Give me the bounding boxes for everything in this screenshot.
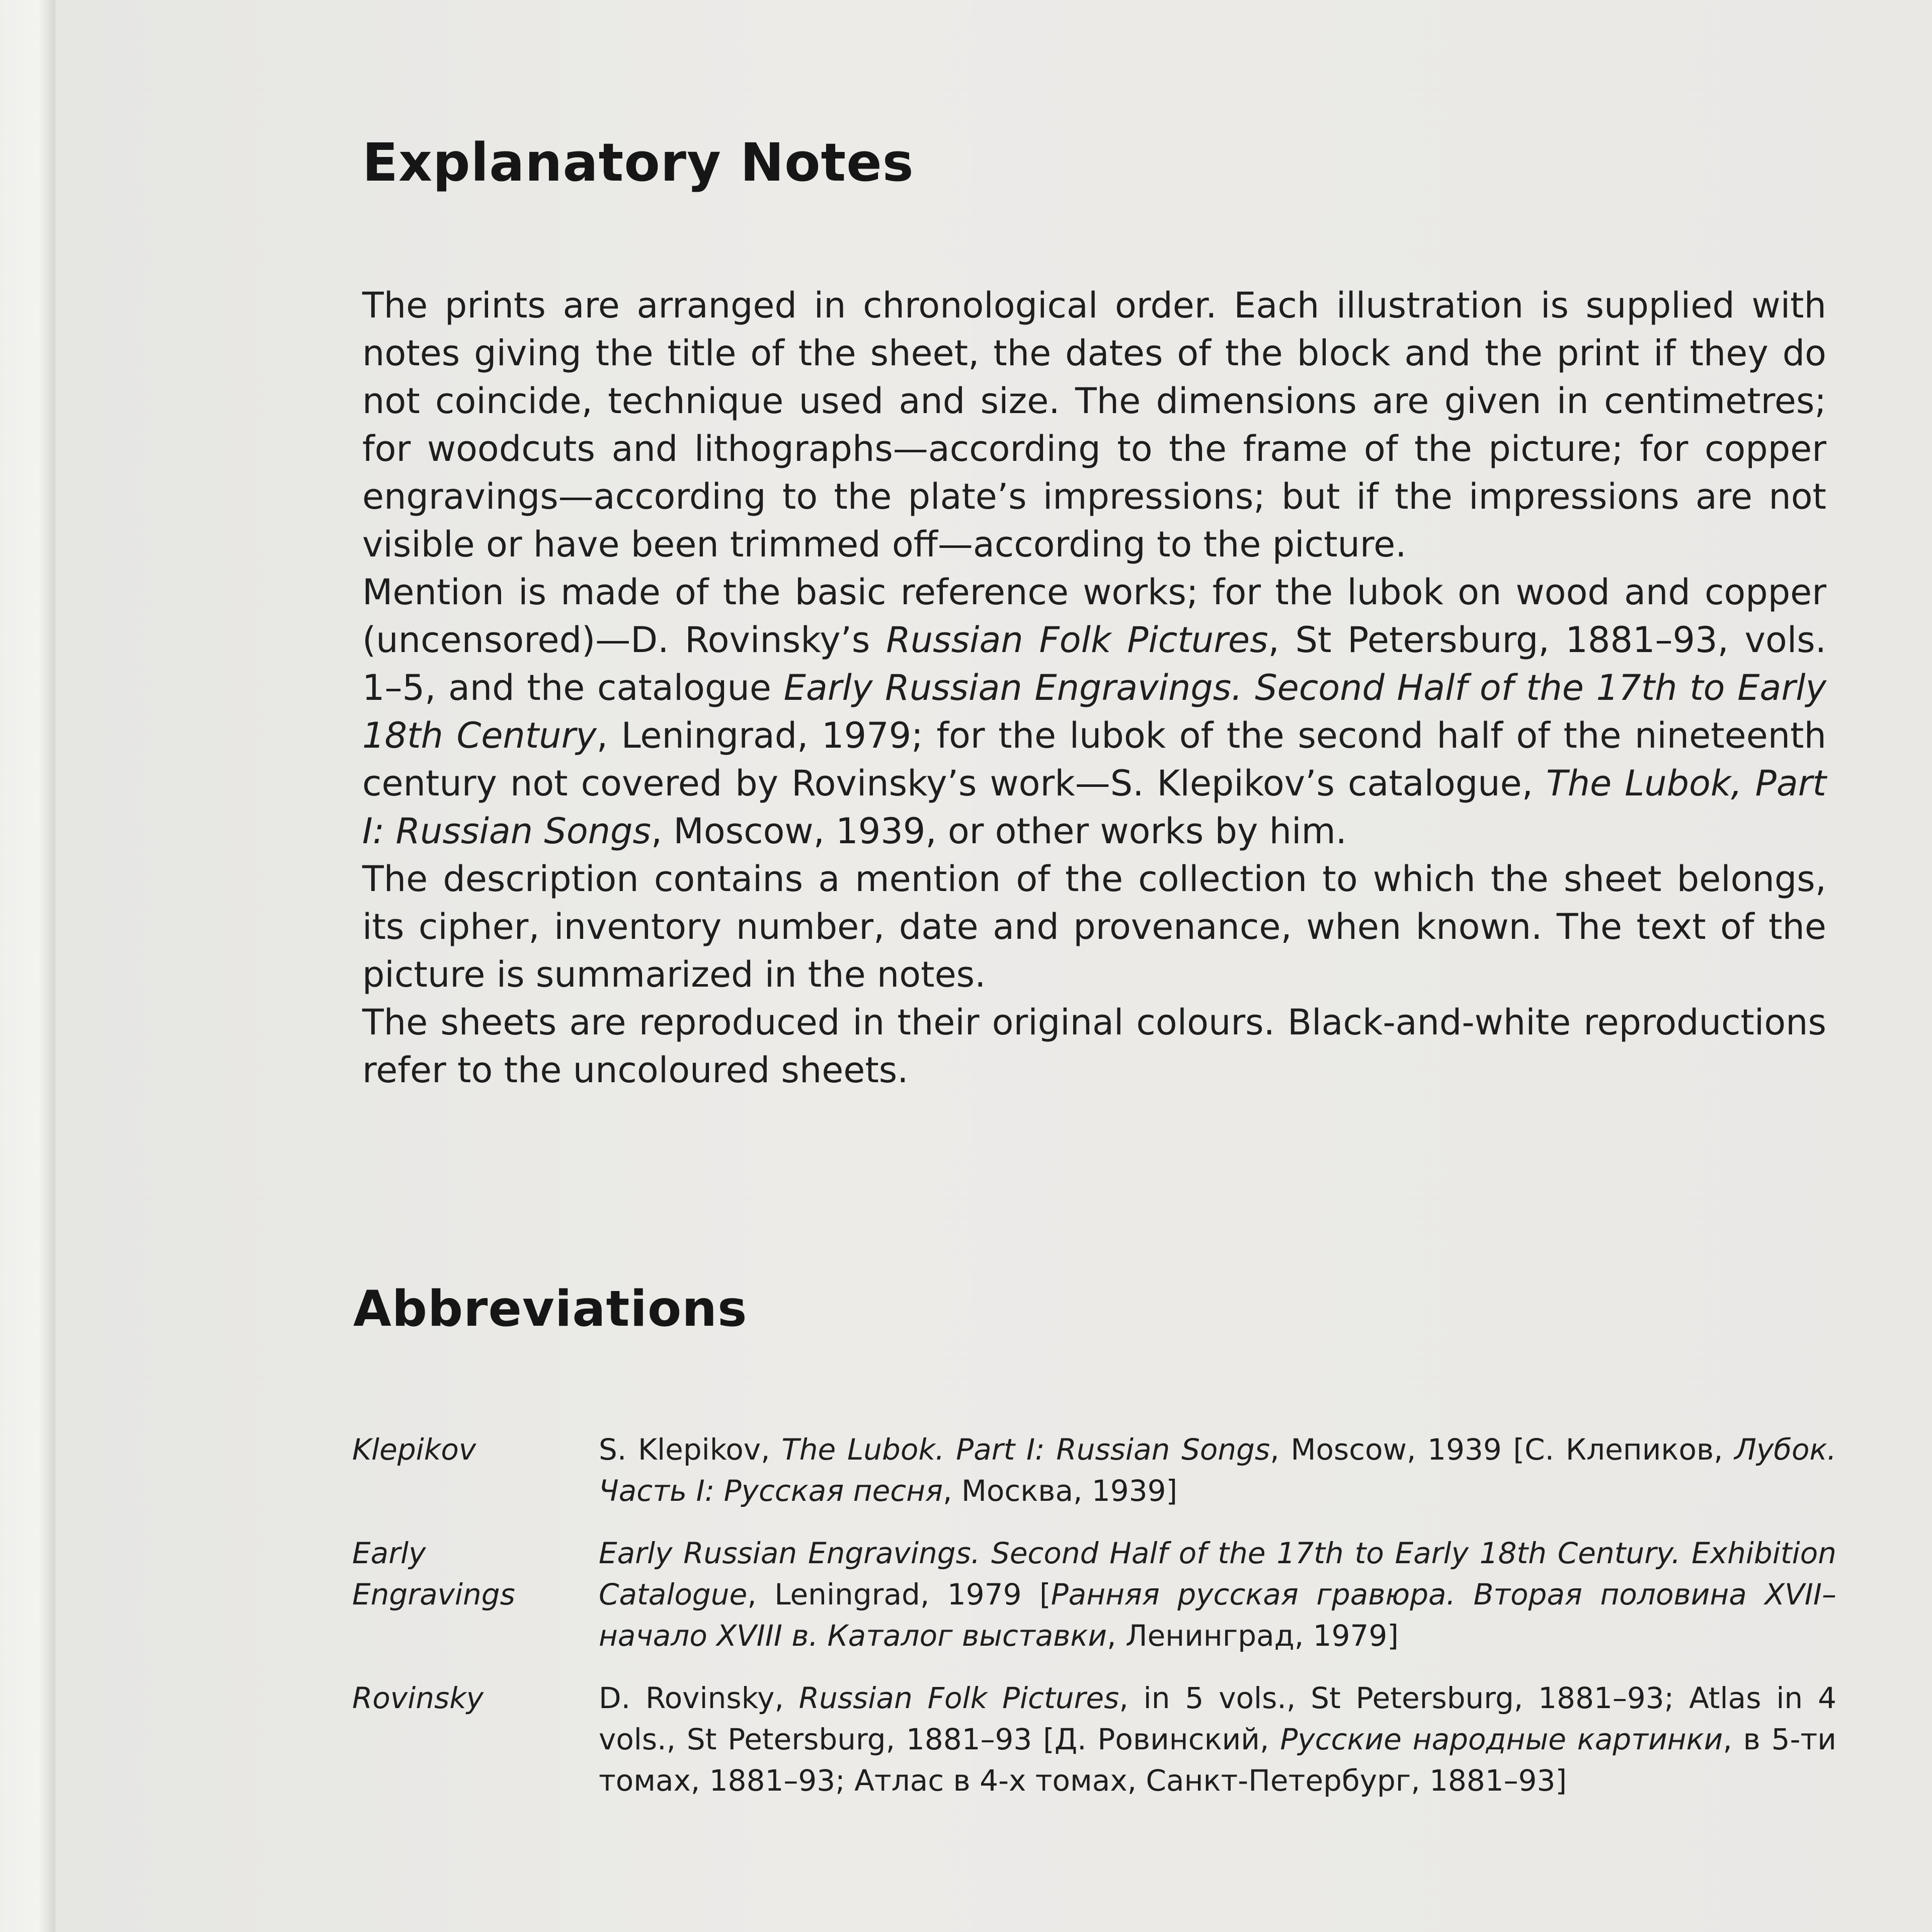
explanatory-notes-body <box>362 282 1826 1094</box>
abbr-definition: S. Klepikov, The Lubok. Part I: Russian Songs, Moscow, 1939 [С. Клепиков, Лубок. Часть I: Русская песня, Москва, 1939] <box>599 1432 1836 1508</box>
notes-paragraph-4: The sheets are reproduced in their original colours. Black-and-white reproductions refer to the uncoloured sheets. <box>362 1002 1826 1091</box>
notes-paragraph-1: The prints are arranged in chronological order. Each illustration is supplied with notes giving the title of the sheet, the dates of the block and the print if they do not coincide, technique used and size. The dimensions are given in centimetres; for woodcuts and lithographs—according to the frame of the picture; for copper engravings—according to the plate’s impressions; but if the impressions are not visible or have been trimmed off—according to the picture. <box>362 285 1826 565</box>
abbr-term: Early Engravings <box>352 1536 515 1612</box>
abbr-definition: D. Rovinsky, Russian Folk Pictures, in 5 vols., St Petersburg, 1881–93; Atlas in 4 vols., St Petersburg, 1881–93 [Д. Ровинский, Русские народные картинки, в 5-ти томах, 1881–93; Атлас в 4-х томах, Санкт-Петербург, 1881–93] <box>599 1681 1836 1798</box>
abbreviations-list <box>352 1429 1836 1822</box>
page-margin-edge <box>0 0 55 1932</box>
abbr-term: Rovinsky <box>352 1681 484 1715</box>
abbr-entry-early-engravings <box>352 1533 1836 1656</box>
book-page <box>55 0 1932 1932</box>
notes-paragraph-2: Mention is made of the basic reference works; for the lubok on wood and copper (uncensored)—D. Rovinsky’s Russian Folk Pictures, St Petersburg, 1881–93, vols. 1–5, and the catalogue Early Russian Engravings. Second Half of the 17th to Early 18th Century, Leningrad, 1979; for the lubok of the second half of the nineteenth century not covered by Rovinsky’s work—S. Klepikov’s catalogue, The Lubok, Part I: Russian Songs, Moscow, 1939, or other works by him. <box>362 572 1826 852</box>
explanatory-notes-heading: Explanatory Notes <box>362 132 914 193</box>
abbr-term: Klepikov <box>352 1432 476 1467</box>
abbr-definition: Early Russian Engravings. Second Half of the 17th to Early 18th Century. Exhibition Catalogue, Leningrad, 1979 [Ранняя русская гравюра. Вторая половина XVII–начало XVIII в. Каталог выставки, Ленинград, 1979] <box>599 1536 1836 1653</box>
abbreviations-heading: Abbreviations <box>353 1280 748 1338</box>
abbr-entry-klepikov <box>352 1429 1836 1511</box>
notes-paragraph-3: The description contains a mention of the collection to which the sheet belongs, its cipher, inventory number, date and provenance, when known. The text of the picture is summarized in the notes. <box>362 858 1826 995</box>
abbr-entry-rovinsky <box>352 1677 1836 1801</box>
